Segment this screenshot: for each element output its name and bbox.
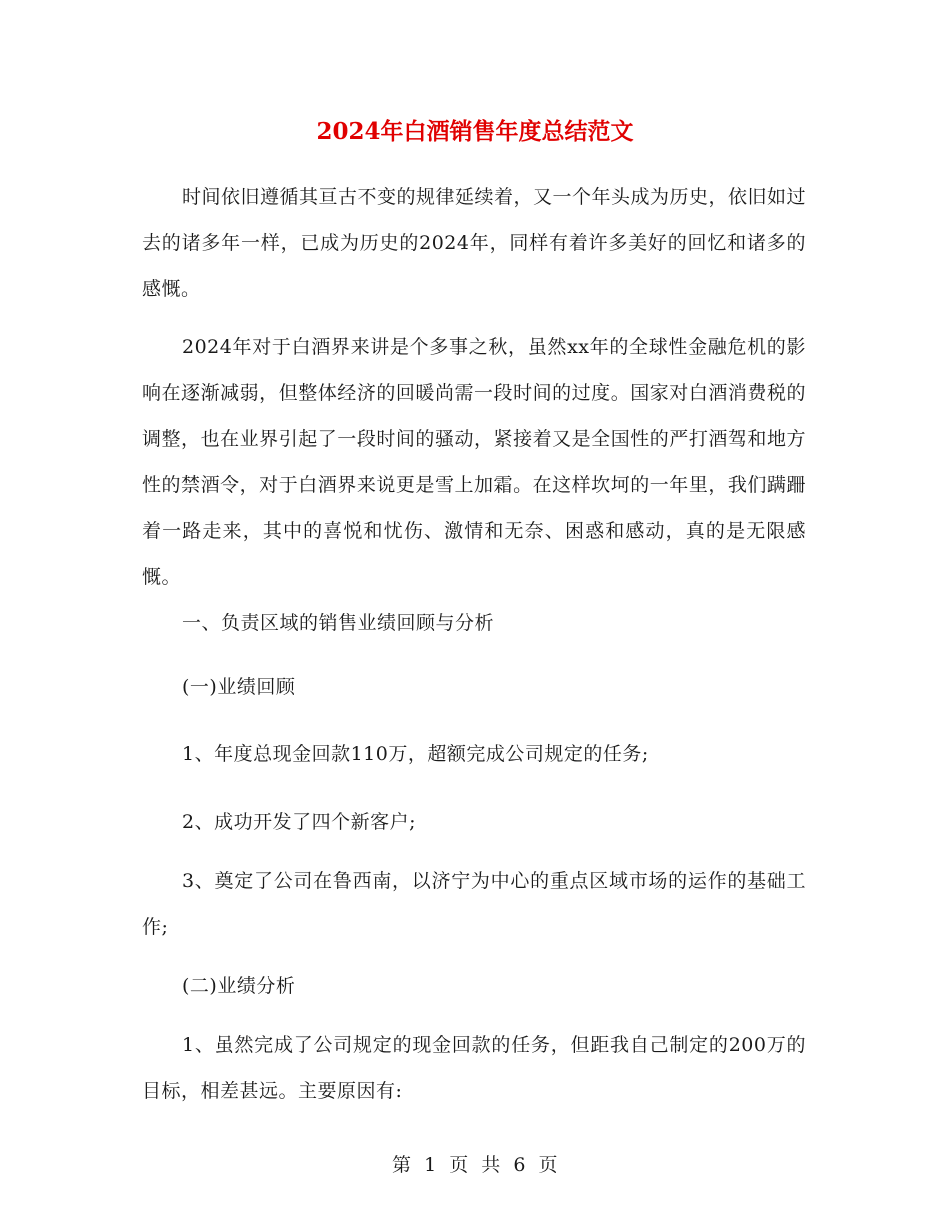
footer-page-word: 页 xyxy=(449,1154,469,1176)
document-title: 2024年白酒销售年度总结范文 xyxy=(316,118,634,145)
subsection-heading-review: (一)业绩回顾 xyxy=(182,676,296,698)
analysis-item-1: 1、虽然完成了公司规定的现金回款的任务，但距我自己制定的200万的目标，相差甚远。主要原因有: xyxy=(142,1034,806,1102)
list-item-1: 1、年度总现金回款110万，超额完成公司规定的任务; xyxy=(182,743,649,765)
paragraph-background: 2024年对于白酒界来讲是个多事之秋，虽然xx年的全球性金融危机的影响在逐渐减弱，但整体经济的回暖尚需一段时间的过度。国家对白酒消费税的调整，也在业界引起了一段时间的骚动，紧接着又是全国性的严打酒驾和地方性的禁酒令，对于白酒界来说更是雪上加霜。在这样坎坷的一年里，我们蹒跚着一路走来，其中的喜悦和忧伤、激情和无奈、困惑和感动，真的是无限感慨。 xyxy=(142,336,806,588)
subsection-heading-analysis: (二)业绩分析 xyxy=(182,975,296,997)
footer-page-number: 1 xyxy=(424,1154,437,1176)
page-footer xyxy=(0,1150,950,1177)
section-heading-1: 一、负责区域的销售业绩回顾与分析 xyxy=(182,612,495,634)
footer-total-pages: 6 xyxy=(513,1154,526,1176)
footer-total-word: 共 xyxy=(481,1154,501,1176)
list-item-2: 2、成功开发了四个新客户; xyxy=(182,811,416,833)
paragraph-intro: 时间依旧遵循其亘古不变的规律延续着，又一个年头成为历史，依旧如过去的诸多年一样，已成为历史的2024年，同样有着许多美好的回忆和诸多的感慨。 xyxy=(142,186,807,300)
footer-suffix: 页 xyxy=(538,1154,558,1176)
list-item-3: 3、奠定了公司在鲁西南，以济宁为中心的重点区域市场的运作的基础工作; xyxy=(142,870,806,938)
footer-prefix: 第 xyxy=(392,1154,412,1176)
